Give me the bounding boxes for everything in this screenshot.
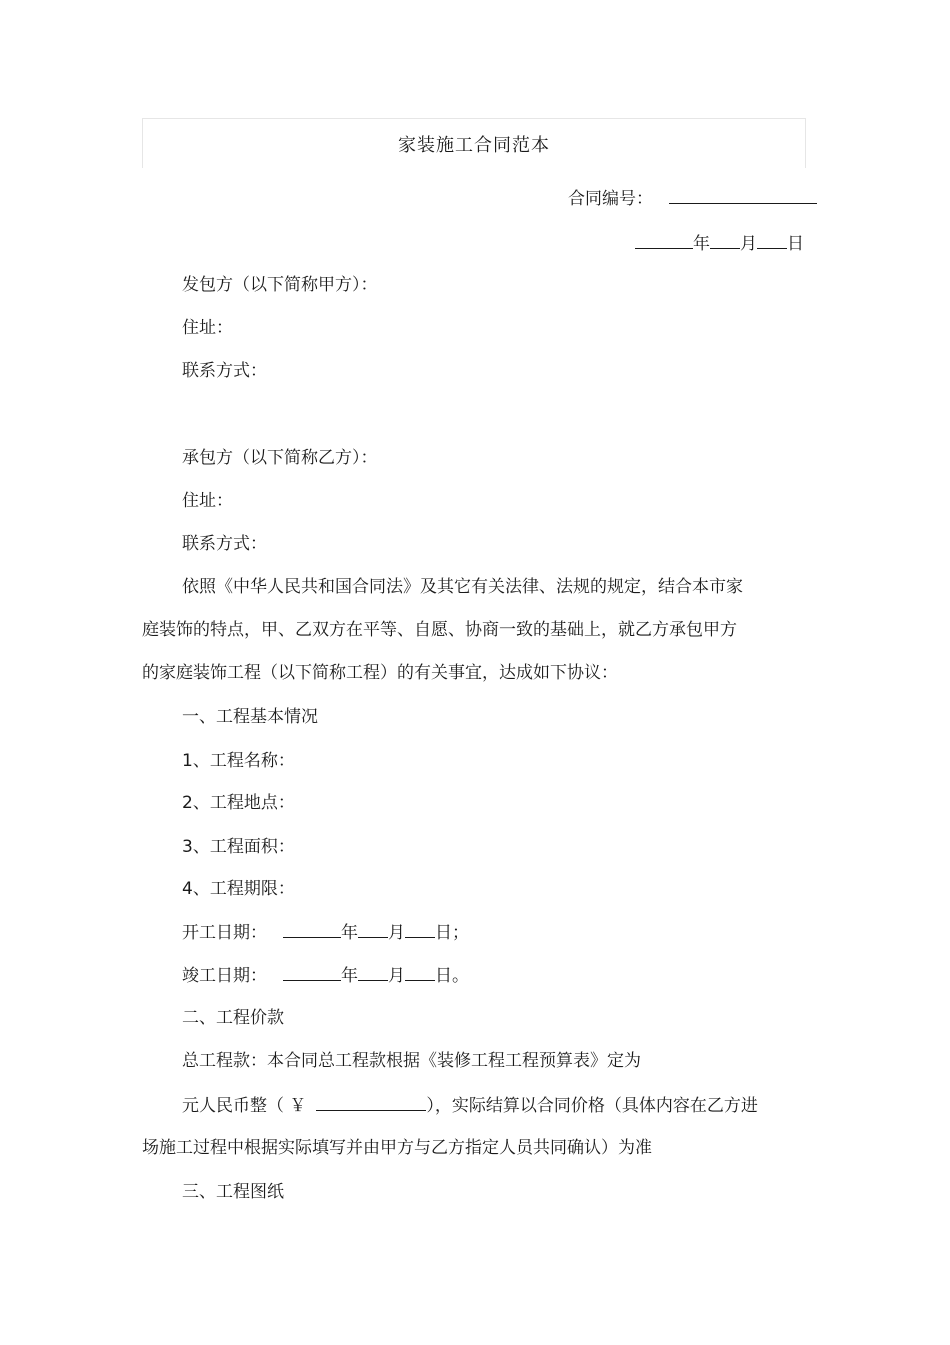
rmb-line-2: 场施工过程中根据实际填写并由甲方与乙方指定人员共同确认）为准 (142, 1138, 652, 1158)
section-2-heading: 二、工程价款 (182, 1008, 284, 1028)
document-title: 家装施工合同范本 (398, 135, 550, 156)
contract-number-label: 合同编号： (568, 189, 653, 209)
date-year-blank[interactable] (635, 232, 693, 249)
project-period-item: 4、工程期限： (182, 879, 295, 899)
start-day-label: 日； (435, 923, 469, 943)
contract-number-row (568, 187, 817, 210)
end-day-label: 日。 (435, 966, 469, 986)
project-area-item: 3、工程面积： (182, 837, 295, 857)
party-a-address: 住址： (182, 318, 233, 338)
start-month-blank[interactable] (358, 921, 388, 938)
section-1-heading: 一、工程基本情况 (182, 707, 318, 727)
project-name-item: 1、工程名称： (182, 751, 295, 771)
party-b-contact: 联系方式： (182, 534, 267, 554)
party-b-address: 住址： (182, 491, 233, 511)
start-date-label: 开工日期： (182, 923, 267, 943)
end-date-label: 竣工日期： (182, 966, 267, 986)
start-date-row (182, 921, 469, 944)
rmb-amount-blank[interactable] (316, 1094, 426, 1111)
date-day-label: 日 (787, 234, 804, 254)
end-day-blank[interactable] (405, 964, 435, 981)
start-day-blank[interactable] (405, 921, 435, 938)
party-a-heading: 发包方（以下简称甲方）： (182, 275, 378, 295)
total-price-line: 总工程款：本合同总工程款根据《装修工程工程预算表》定为 (182, 1051, 641, 1071)
end-month-label: 月 (388, 966, 405, 986)
date-month-blank[interactable] (710, 232, 740, 249)
start-year-label: 年 (341, 923, 358, 943)
contract-number-blank[interactable] (669, 187, 817, 204)
party-b-heading: 承包方（以下简称乙方）： (182, 448, 378, 468)
preamble-line-1: 依照《中华人民共和国合同法》及其它有关法律、法规的规定，结合本市家 (182, 577, 743, 597)
title-box (142, 118, 806, 168)
date-year-label: 年 (693, 234, 710, 254)
end-month-blank[interactable] (358, 964, 388, 981)
rmb-amount-row (182, 1094, 758, 1117)
rmb-suffix: ），实际结算以合同价格（具体内容在乙方进 (426, 1096, 758, 1116)
start-year-blank[interactable] (283, 921, 341, 938)
end-year-blank[interactable] (283, 964, 341, 981)
section-3-heading: 三、工程图纸 (182, 1182, 284, 1202)
date-day-blank[interactable] (757, 232, 787, 249)
end-date-row (182, 964, 469, 987)
rmb-prefix: 元人民币整（ ￥ (182, 1096, 307, 1116)
contract-date-row (635, 232, 804, 255)
date-month-label: 月 (740, 234, 757, 254)
start-month-label: 月 (388, 923, 405, 943)
project-location-item: 2、工程地点： (182, 793, 295, 813)
end-year-label: 年 (341, 966, 358, 986)
preamble-line-3: 的家庭装饰工程（以下简称工程）的有关事宜，达成如下协议： (142, 663, 618, 683)
party-a-contact: 联系方式： (182, 361, 267, 381)
preamble-line-2: 庭装饰的特点，甲、乙双方在平等、自愿、协商一致的基础上，就乙方承包甲方 (142, 620, 737, 640)
